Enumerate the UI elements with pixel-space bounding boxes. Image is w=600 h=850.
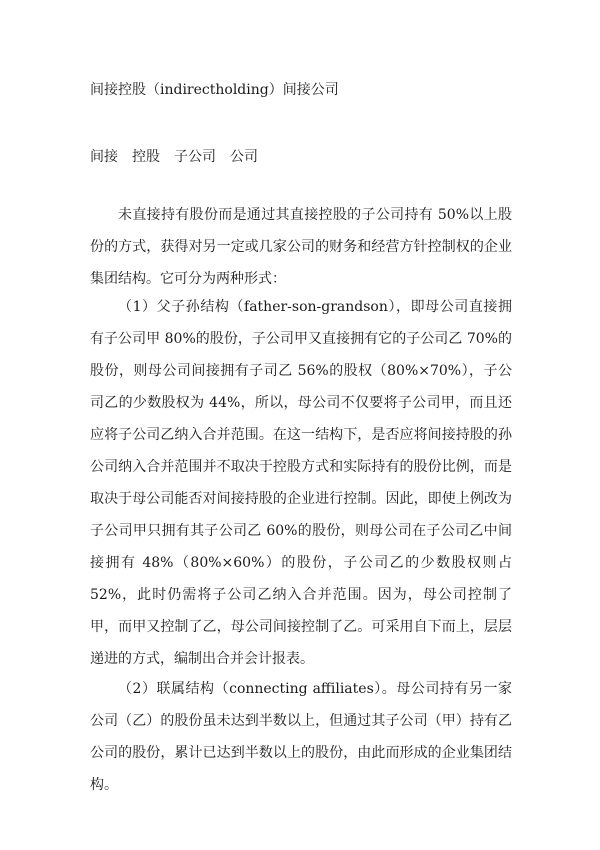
- keyword-line: 间接 控股 子公司 公司: [90, 149, 258, 165]
- document-title: 间接控股（indirectholding）间接公司: [90, 82, 339, 98]
- father-son-grandson-paragraph: （1）父子孙结构（father-son-grandson），即母公司直接拥有子公司甲 80%的股份，子公司甲又直接拥有它的子公司乙 70%的股份，则母公司间接拥有子司乙 56%的股权（80%×70%），子公司乙的少数股权为 44%，所以，母公司不仅要将子公司甲，而且还应将子公司乙纳入合并范围。在这一结构下，是否应将间接持股的孙公司纳入合并范围并不取决于控股方式和实际持有的股份比例，而是取决于母公司能否对间接持股的企业进行控制。因此，即使上例改为子公司甲只拥有其子公司乙 60%的股份，则母公司在子公司乙中间接拥有 48%（80%×60%）的股份，子公司乙的少数股权则占 52%，此时仍需将子公司乙纳入合并范围。因为，母公司控制了甲，而甲又控制了乙，母公司间接控制了乙。可采用自下而上，层层递进的方式，编制出合并会计报表。: [90, 299, 512, 667]
- definition-paragraph: 未直接持有股份而是通过其直接控股的子公司持有 50%以上股份的方式，获得对另一定或几家公司的财务和经营方针控制权的企业集团结构。它可分为两种形式：: [90, 207, 512, 287]
- connecting-affiliates-paragraph: （2）联属结构（connecting affiliates）。母公司持有另一家公司（乙）的股份虽未达到半数以上，但通过其子公司（甲）持有乙公司的股份，累计已达到半数以上的股份，由此而形成的企业集团结构。: [90, 681, 512, 793]
